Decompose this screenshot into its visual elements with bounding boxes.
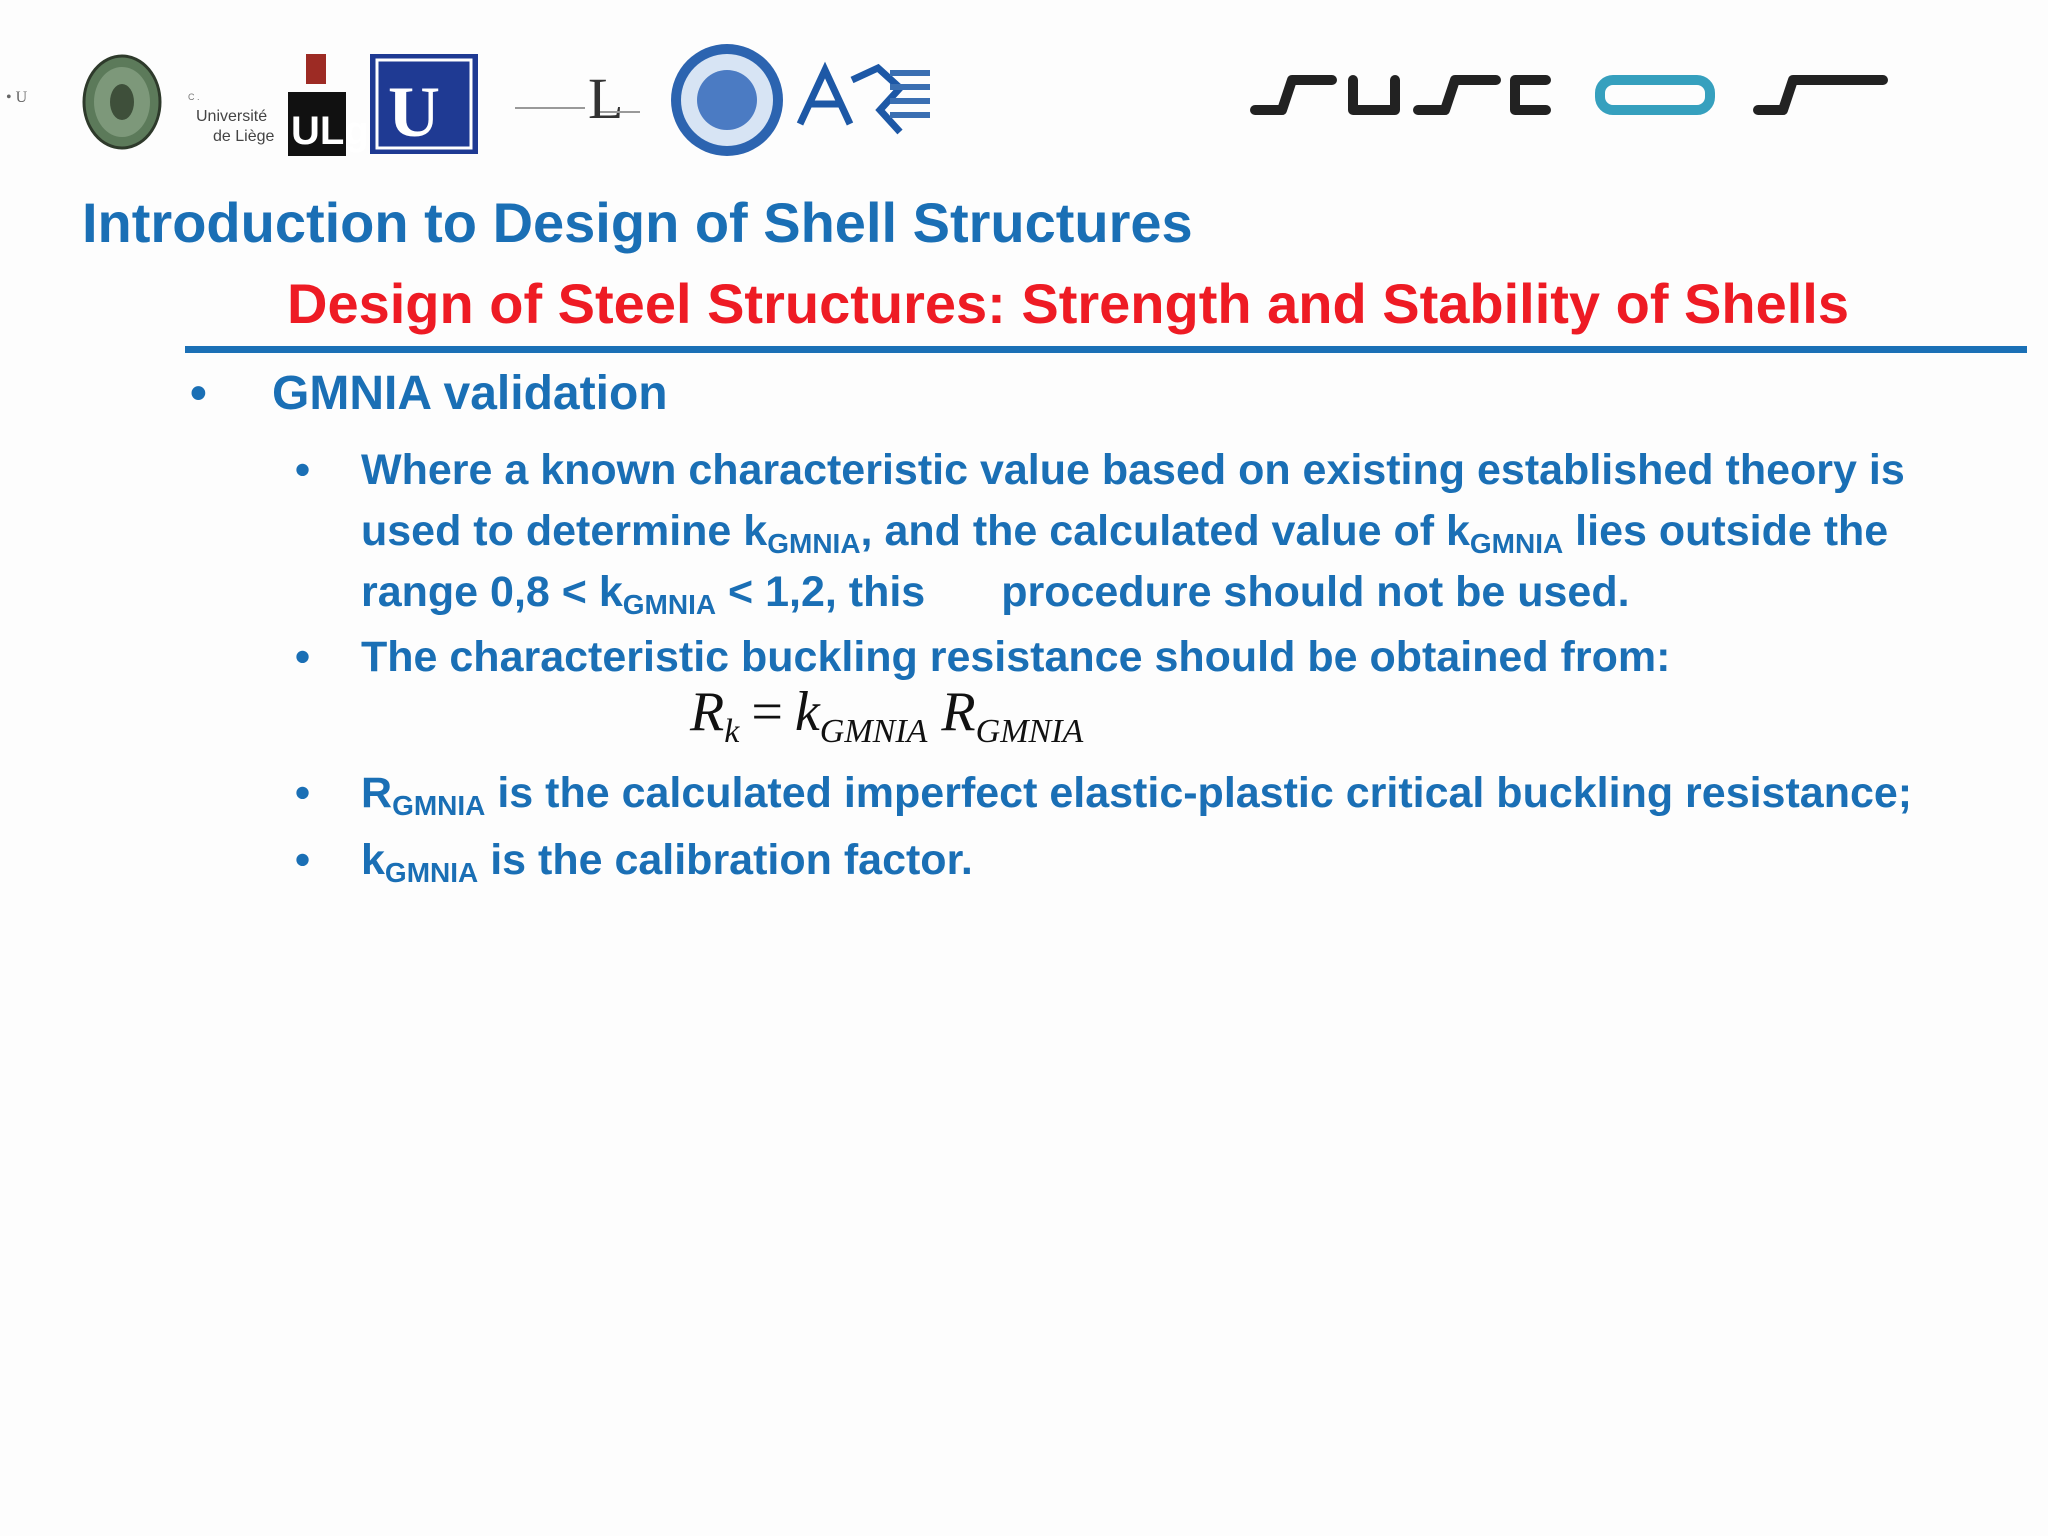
bullet-dot: •: [295, 836, 311, 884]
formula: $R_k = k_{GMNIA}$ $R_{GMNIA}$: [690, 681, 1084, 750]
slide-body: • GMNIA validation • Where a known characteristic value based on existing established theory is used to determine $k_{GMNIA}$, and the calculated value of $k_{GMNIA}$ lies outside the range $0,8 < k_{GMNIA} < 1,2$, this procedure should not be used. • The characteristic buckling resistance should be obtained from: $R_k = k_{GMNIA}$ $R_{GMNIA}$ • $R_{GMNIA}$ is the calculated imperfect elastic-plastic critical buckling resistance; • $k_{GMNIA}$ is the calibration factor.: [0, 0, 2048, 1536]
bullet-dot: •: [295, 633, 311, 681]
page-title: Introduction to Design of Shell Structures: [82, 191, 1193, 254]
svg-text:U: U: [388, 72, 440, 152]
bullet-dot: •: [295, 446, 311, 494]
bullet-dot: •: [295, 769, 311, 817]
svg-text:Université: Université: [196, 108, 268, 125]
svg-text:ULg: ULg: [291, 109, 369, 153]
bullet-dot: •: [190, 367, 207, 420]
list-item-line: Where a known characteristic value based on existing established theory is: [361, 446, 1905, 494]
section-heading: GMNIA validation: [272, 367, 668, 420]
svg-text:C .: C .: [188, 92, 200, 102]
svg-text:L: L: [588, 66, 624, 131]
svg-text:• U: • U: [6, 89, 28, 106]
svg-text:de Liège: de Liège: [213, 128, 275, 145]
list-item-line: used to determine $k_{GMNIA}$, and the calculated value of $k_{GMNIA}$ lies outside the: [361, 507, 1889, 559]
page-subtitle: Design of Steel Structures: Strength and Stability of Shells: [287, 272, 1850, 335]
list-item-line: range $0,8 < k_{GMNIA} < 1,2$, this procedure should not be used.: [361, 568, 1630, 620]
